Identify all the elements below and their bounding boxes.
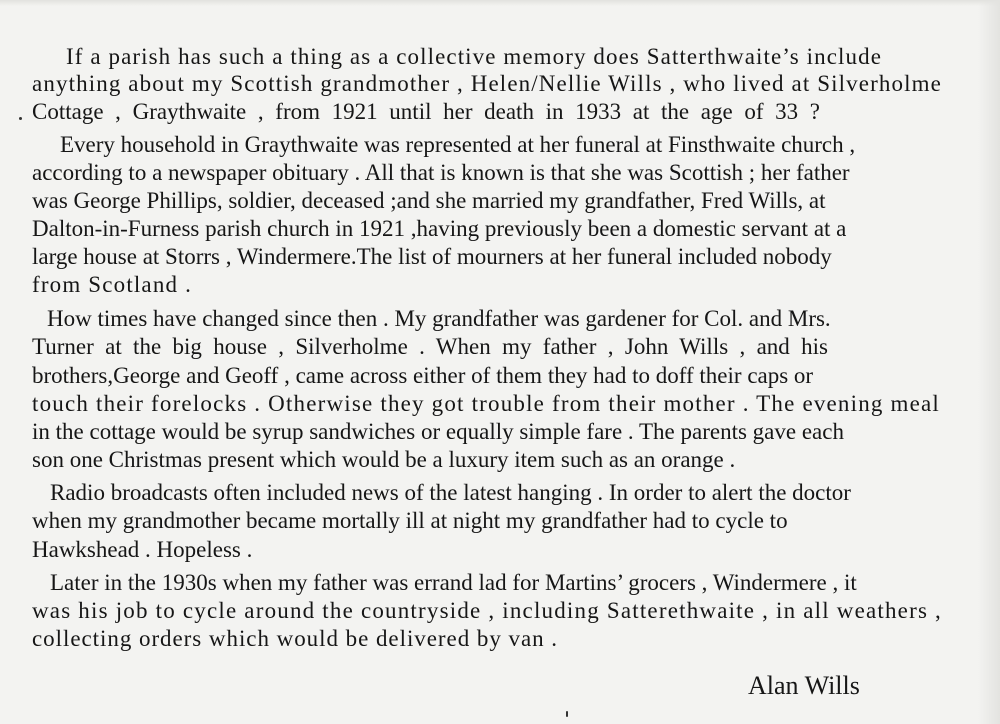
author-signature: Alan Wills (748, 671, 860, 700)
text-line: from Scotland . (32, 272, 192, 297)
text-line: large house at Storrs , Windermere.The list of mourners at her funeral included nobody (32, 244, 832, 269)
text-line: Dalton-in-Furness parish church in 1921 ,having previously been a domestic servant at a (32, 216, 847, 241)
text-line: If a parish has such a thing as a collective memory does Satterthwaite’s include (66, 44, 882, 69)
text-line: How times have changed since then . My grandfather was gardener for Col. and Mrs. (47, 306, 831, 331)
text-line: was his job to cycle around the countryside , including Satterethwaite , in all weathers , (32, 598, 942, 623)
text-line: Radio broadcasts often included news of the latest hanging . In order to alert the doctor (50, 480, 851, 505)
text-line: in the cottage would be syrup sandwiches or equally simple fare . The parents gave each (32, 419, 844, 444)
text-line: touch their forelocks . Otherwise they got trouble from their mother . The evening meal (32, 391, 940, 416)
scan-speck (19, 117, 22, 120)
text-line: according to a newspaper obituary . All that is known is that she was Scottish ; her father (32, 160, 850, 185)
text-line: Every household in Graythwaite was represented at her funeral at Finsthwaite church , (60, 132, 856, 157)
text-line: was George Phillips, soldier, deceased ;and she married my grandfather, Fred Wills, at (32, 188, 826, 213)
text-line: anything about my Scottish grandmother , Helen/Nellie Wills , who lived at Silverholme (32, 71, 942, 96)
text-line: son one Christmas present which would be a luxury item such as an orange . (32, 447, 736, 472)
scan-speck (566, 711, 568, 717)
text-line: Hawkshead . Hopeless . (32, 537, 253, 562)
text-line: Turner at the big house , Silverholme . When my father , John Wills , and his (32, 334, 828, 359)
text-line: brothers,George and Geoff , came across either of them they had to doff their caps or (32, 363, 814, 388)
text-line: Cottage , Graythwaite , from 1921 until her death in 1933 at the age of 33 ? (32, 99, 820, 124)
text-line: when my grandmother became mortally ill at night my grandfather had to cycle to (32, 508, 788, 533)
text-line: Later in the 1930s when my father was errand lad for Martins’ grocers , Windermere , it (50, 570, 857, 595)
text-line: collecting orders which would be delivered by van . (32, 626, 558, 651)
